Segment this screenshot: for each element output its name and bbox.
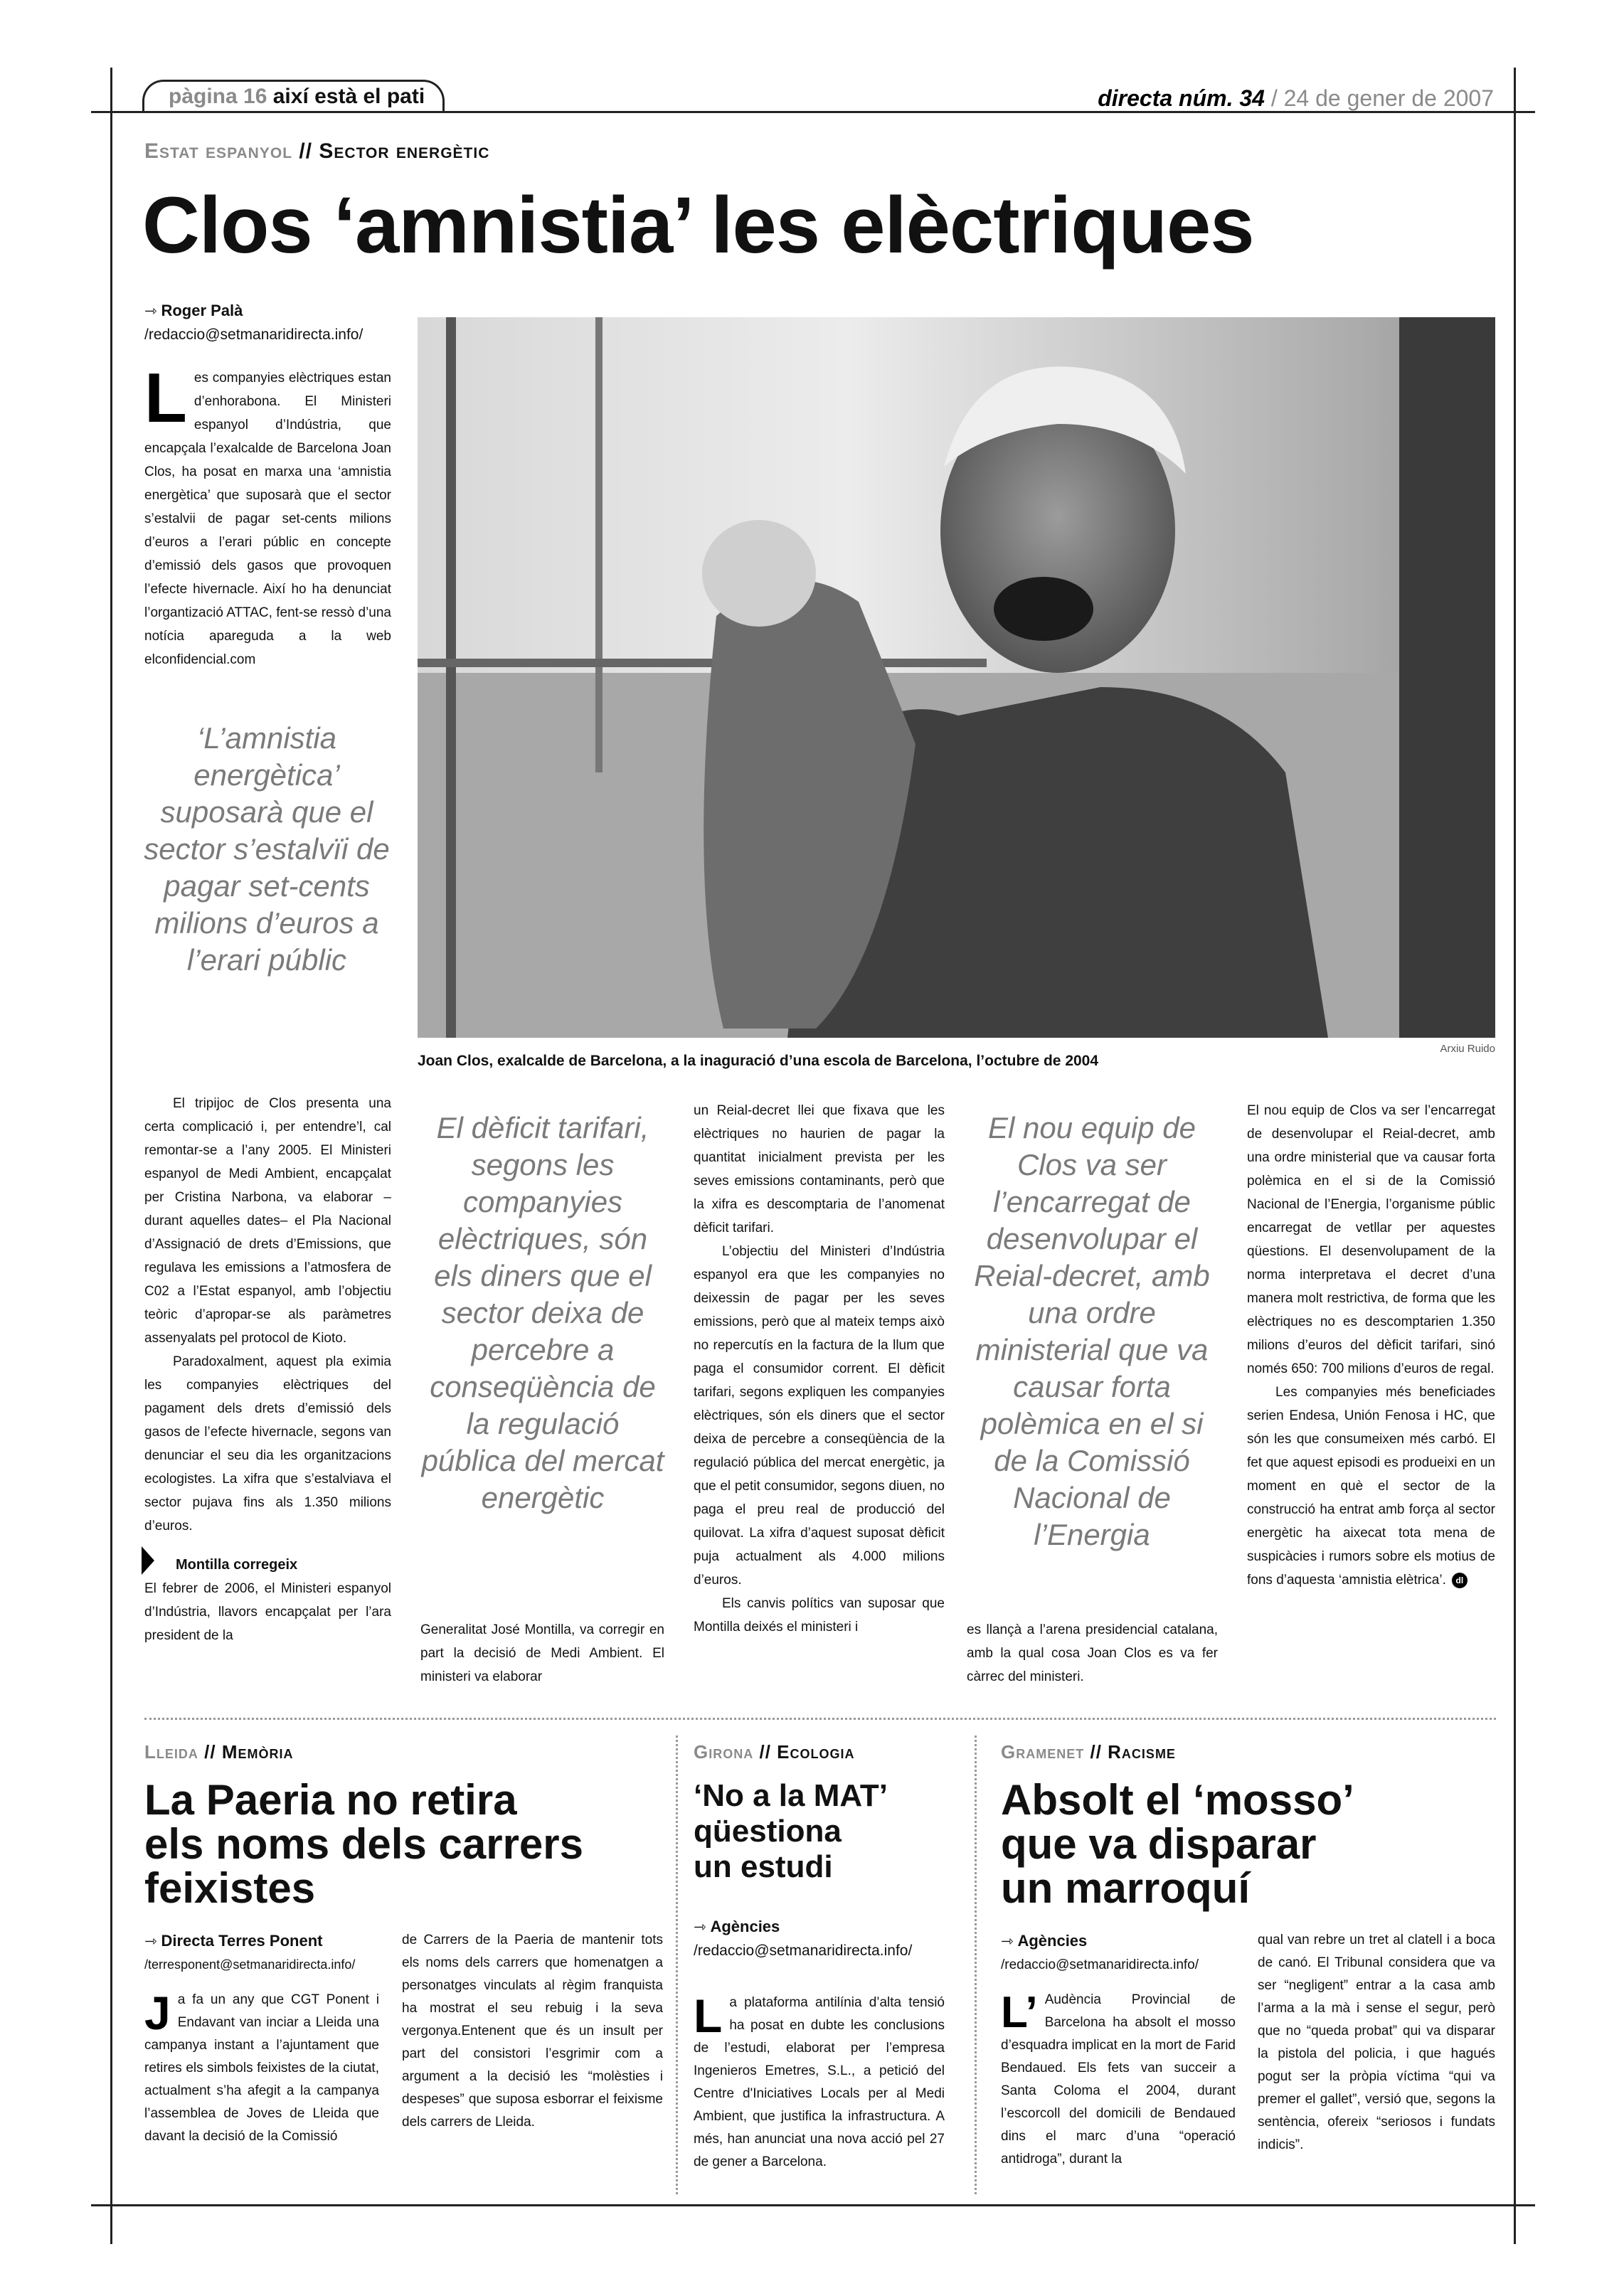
kicker-separator: // [1090,1741,1102,1763]
headline-line: un estudi [694,1849,833,1884]
drop-cap: L’ [1001,1988,1038,2037]
gramenet-body-a [1001,1989,1236,2171]
body-text: a fa un any que CGT Ponent i Endavant van inciar a Lleida una campanya instant a l’ajuntament que retires els simbols feixistes de la ciutat, actualment s’ha afegit a la campanya l’assemblea de Joves de Lleida que davant la decisió de la Comissió [144,1992,379,2144]
main-headline: Clos ‘amnistia’ les elèctriques [142,181,1254,270]
footer-rule [91,2204,1535,2206]
author-email: /redaccio@setmanaridirecta.info/ [694,1942,913,1959]
column-divider [676,1736,678,2194]
column-5 [1247,1099,1495,1592]
headline-line: ‘No a la MAT’ [694,1778,888,1813]
column-1 [144,1092,391,1647]
paragraph: El febrer de 2006, el Ministeri espanyol d’Indústria, llavors encapçalat per l’ara president de la [144,1581,391,1643]
eye-arrow-icon: ⇾ [1001,1933,1014,1950]
page-border-left [110,68,112,2244]
pull-quote-2: El dèficit tarifari, segons les companyies elèctriques, són els diners que el sector deixa de percebre a conseqüència de la regulació pública del mercat energètic [421,1111,664,1514]
headline-line: La Paeria no retira [144,1776,517,1824]
author-email: /redaccio@setmanaridirecta.info/ [1001,1957,1199,1972]
pull-quote-3: El nou equip de Clos va ser l’encarregat de desenvolupar el Reial-decret, amb una ordre ministerial que va causar forta polèmica en el si de la Comissió Nacional de l’Energia [974,1111,1210,1551]
issue-date: / 24 de gener de 2007 [1270,85,1494,111]
headline-line: feixistes [144,1864,316,1912]
author: Agències [710,1918,780,1935]
publication-issue: directa núm. 34 [1098,85,1265,111]
headline-line: qüestiona [694,1814,842,1849]
gramenet-kicker [1001,1741,1176,1763]
eye-arrow-icon: ⇾ [144,303,157,319]
kicker-topic: Ecologia [777,1741,855,1763]
paragraph-text: Les companyies més beneficiades serien Endesa, Unión Fenosa i HC, que són les que consumeixen més carbó. El fet que aquest episodi es produeixi en un moment en què el sector de la construcció ha entrat amb força al sector energètic ha aixecat tota mena de suspicàcies i rumors sobre els motius de fons d’aquesta ‘amnistia elètrica’. [1247,1385,1495,1588]
kicker-separator: // [759,1741,771,1763]
body-text: a plataforma antilínia d’alta tensió ha posat en dubte les conclusions de l’estudi, elaborat per l’empresa Ingenieros Emetres, S.L., a petició del Centre d'Iniciatives Locals per al Medi Ambient, que justifica la infrastructura. A més, han anunciat una nova acció pel 27 de gener a Barcelona. [694,1995,945,2169]
author-email: /redaccio@setmanaridirecta.info/ [144,326,363,343]
lleida-kicker [144,1741,293,1763]
girona-body [694,1989,945,2174]
photo-credit: Arxiu Ruido [1440,1043,1495,1055]
kicker-topic: Memòria [221,1741,294,1763]
kicker-separator: // [299,139,313,163]
triangle-arrow-icon [142,1546,154,1575]
pull-quote-1: ‘L’amnistia energètica’ suposarà que el sector s’estalvïi de pagar set-cents milions d’euros a l’erari públic [144,721,390,977]
photo-joan-clos [418,317,1495,1038]
page-border-right [1514,68,1516,2244]
column-2: Generalitat José Montilla, va corregir en part la decisió de Medi Ambient. El ministeri va elaborar [420,1622,664,1684]
body-text: Audència Provincial de Barcelona ha absolt el mosso d’esquadra implicat en la mort de Farid Bendaued. Els fets van succeir a Santa Coloma el 2004, durant l’escorcoll del domicili de Bendaued dins el marc d’una “operació antidroga”, durant la [1001,1992,1236,2167]
gramenet-byline [1001,1929,1246,1977]
author: Agències [1017,1932,1088,1950]
kicker-separator: // [204,1741,216,1763]
author-email: /terresponent@setmanaridirecta.info/ [144,1957,356,1972]
paragraph: Paradoxalment, aquest pla eximia les companyies elèctriques del pagament dels drets d’emissió dels gasos de l’efecte hivernacle, segons van denunciar el seu dia les organitzacions ecologistes. La xifra que s’estalviava el sector pujava fins als 1.350 milions d’euros. [144,1354,391,1534]
paragraph: L’objectiu del Ministeri d’Indústria espanyol era que les companyies no deixessin de pagar per les seves emissions, però que al mateix temps això no repercutís en la factura de la llum que paga el consumidor corrent. El dèficit tarifari, segons expliquen les companyies elèctriques, són els diners que el sector deixa de percebre a conseqüència de la regulació pública del mercat energètic, ja que el petit consumidor, segons diuen, no paga el preu real de producció del quilovat. La xifra d’aquest suposat dèficit puja actualment als 4.000 milions d’euros. [694,1244,945,1588]
photo-image [418,317,1495,1038]
lleida-headline [144,1778,583,1910]
column-divider [975,1736,977,2194]
drop-cap: L [144,358,187,437]
kicker-region: Girona [694,1741,754,1763]
headline-line: un marroquí [1001,1864,1251,1912]
eye-arrow-icon: ⇾ [144,1933,157,1950]
drop-cap: J [144,1987,171,2039]
kicker-topic: Racisme [1108,1741,1176,1763]
kicker-topic: Sector energètic [319,139,490,163]
page-number: pàgina 16 [169,85,267,108]
headline-line: els noms dels carrers [144,1820,584,1868]
directa-end-mark-icon: dl [1452,1573,1468,1588]
lleida-body-a [144,1989,379,2148]
kicker-region: Gramenet [1001,1741,1085,1763]
gramenet-body-b: qual van rebre un tret al clatell i a boca de canó. El Tribunal considera que va ser “negligent” entrar a la casa amb l’arma a la mà i sense el segur, però que no “queda probat” qui va disparar la pistola del policia, i que hagués pogut ser la pròpia víctima “qui va premer el gallet”, versió que, segons la sentència, ofereix “seriosos i fundats indicis”. [1258,1933,1495,2152]
lead-text: es companyies elèctriques estan d’enhorabona. El Ministeri espanyol d’Indústria, que encapçala l’exalcalde de Barcelona Joan Clos, ha posat en marxa una ‘amnistia energètica’ que suposarà que el sector s’estalvii de pagar set-cents milions d’euros a l’erari públic en concepte d’emissió dels gasos que provoquen l’efecte hivernacle. Així ho ha denunciat l’organtizació ATTAC, fent-se ressò d’una notícia apareguda a la web elconfidencial.com [144,371,391,667]
main-lead [144,358,391,671]
author: Directa Terres Ponent [161,1932,323,1950]
eye-arrow-icon: ⇾ [694,1919,706,1935]
photo-caption: Joan Clos, exalcalde de Barcelona, a la inaguració d’una escola de Barcelona, l’octubre de 2004 [418,1053,1099,1069]
kicker-region: Lleida [144,1741,198,1763]
kicker-region: Estat espanyol [144,139,293,163]
main-kicker [144,139,489,164]
girona-byline [694,1915,950,1962]
main-byline [144,299,408,346]
issue-info [1098,85,1494,112]
headline-line: que va disparar [1001,1820,1317,1868]
section-divider [144,1718,1496,1720]
drop-cap: L [694,1989,723,2042]
lleida-byline [144,1929,390,1977]
paragraph [1247,1381,1495,1592]
section-name: així està el pati [272,85,425,108]
paragraph: un Reial-decret llei que fixava que les elèctriques no haurien de pagar la quantitat inicialment prevista per les seves emissions contaminants, però que la xifra es descomptaria de l’anomenat dèficit tarifari. [694,1103,945,1235]
column-3 [694,1099,945,1639]
author: Roger Palà [161,302,243,319]
page-section-tab [142,80,445,112]
gramenet-headline [1001,1778,1354,1910]
paragraph: Els canvis polítics van suposar que Montilla deixés el ministeri i [694,1596,945,1635]
headline-line: Absolt el ‘mosso’ [1001,1776,1354,1824]
lleida-body-b: de Carrers de la Paeria de mantenir tots els noms dels carrers que homenatgen a personatges vinculats al règim franquista ha mostrat el seu rebuig i la seva vergonya.Entenent que és un insult per part del consistori l’esgrimir com a argument a la decisió les “molèsties i despeses” que suposa esborrar el feixisme dels carrers de Lleida. [402,1933,663,2130]
subheading [144,1553,391,1577]
girona-kicker [694,1741,855,1763]
subheading-text: Montilla corregeix [176,1557,298,1573]
girona-headline [694,1778,888,1885]
column-4: es llançà a l’arena presidencial catalana, amb la qual cosa Joan Clos es va fer càrrec del ministeri. [967,1622,1218,1684]
paragraph: El tripijoc de Clos presenta una certa complicació i, per entendre’l, cal remontar-se a l’any 2005. El Ministeri espanyol de Medi Ambient, encapçalat per Cristina Narbona, va elaborar –durant aquelles dates– el Pla Nacional d’Assignació de drets d’Emissions, que regulava les emissions a l’atmosfera de C02 a l’Estat espanyol, amb l’objectiu teòric d’apropar-se als paràmetres assenyalats pel protocol de Kioto. [144,1096,391,1346]
paragraph: El nou equip de Clos va ser l’encarregat de desenvolupar el Reial-decret, amb una ordre ministerial que va causar forta polèmica en el si de la Comissió Nacional de l’Energia, l’organisme públic encarregat de vetllar per aquestes qüestions. El desenvolupament de la norma interpretava el decret d’una manera molt restrictiva, de forma que les elèctriques no es descomptarien 1.350 milions d’euros del dèficit tarifari, sinó només 650: 700 milions d’euros de regal. [1247,1103,1495,1376]
